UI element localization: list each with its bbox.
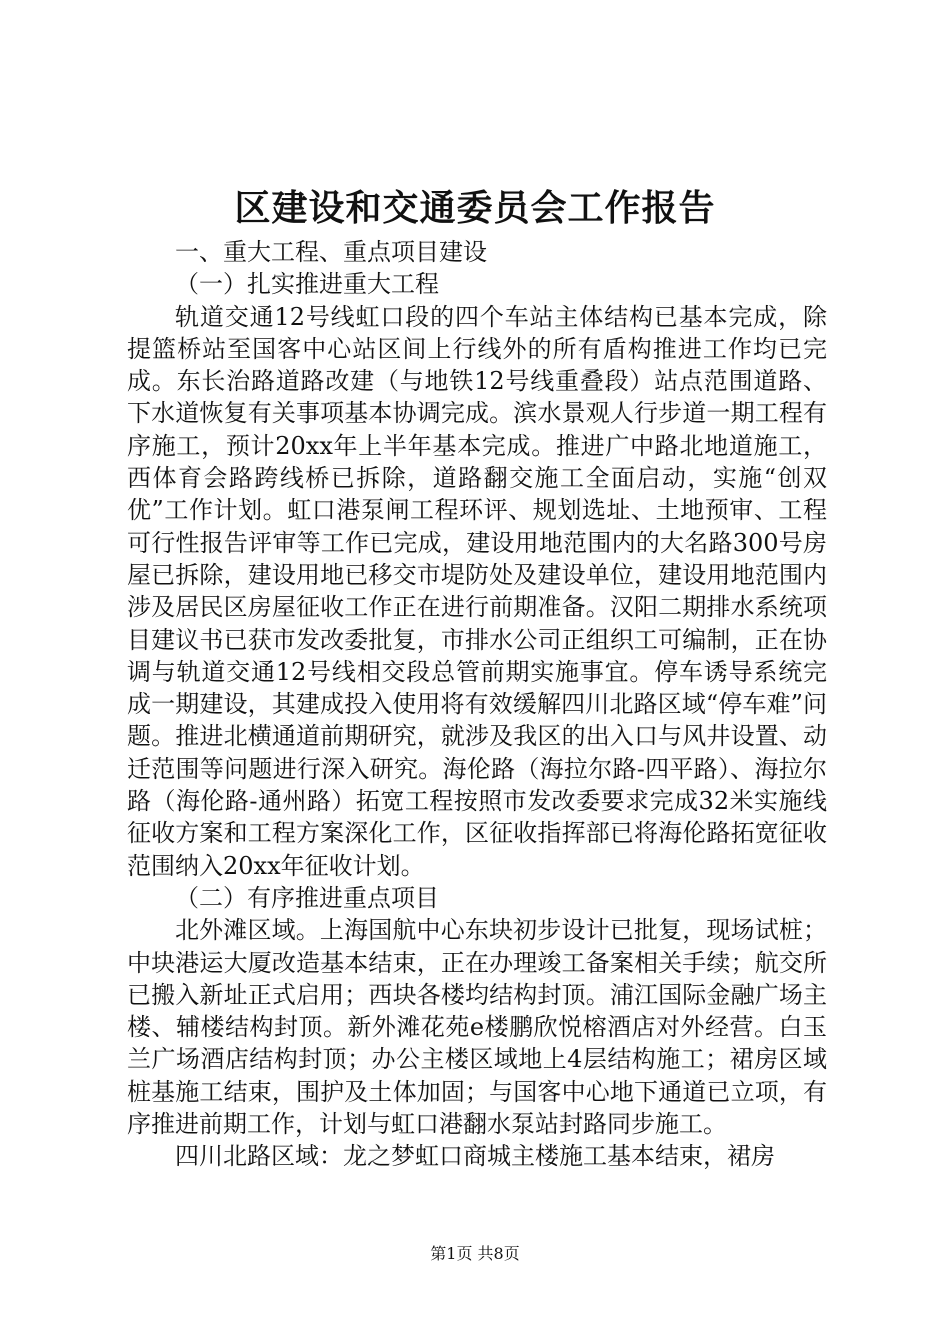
subsection-heading: （二）有序推进重点项目 [175, 883, 439, 912]
document-title: 区建设和交通委员会工作报告 [234, 187, 716, 229]
body-paragraph: 四川北路区域：龙之梦虹口商城主楼施工基本结束，裙房 [175, 1142, 775, 1171]
body-paragraph: 北外滩区域。上海国航中心东块初步设计已批复，现场试桩；中块港运大厦改造基本结束，正在办理竣工备案相关手续；航交所已搬入新址正式启用；西块各楼均结构封顶。浦江国际金融广场主楼、辅楼结构封顶。新外滩花苑e楼鹏欣悦榕酒店对外经营。白玉兰广场酒店结构封顶；办公主楼区域地上4层结构施工；裙房区域桩基施工结束，围护及土体加固；与国客中心地下通道已立项，有序推进前期工作，计划与虹口港翻水泵站封路同步施工。 [127, 916, 827, 1139]
section-heading: 一、重大工程、重点项目建设 [175, 238, 487, 266]
document-body [127, 236, 827, 1173]
subsection-heading: （一）扎实推进重大工程 [175, 270, 439, 299]
body-paragraph: 轨道交通12号线虹口段的四个车站主体结构已基本完成，除提篮桥站至国客中心站区间上行线外的所有盾构推进工作均已完成。东长治路道路改建（与地铁12号线重叠段）站点范围道路、下水道恢复有关事项基本协调完成。滨水景观人行步道一期工程有序施工，预计20xx年上半年基本完成。推进广中路北地道施工，西体育会路跨线桥已拆除，道路翻交施工全面启动，实施“创双优”工作计划。虹口港泵闸工程环评、规划选址、土地预审、工程可行性报告评审等工作已完成，建设用地范围内的大名路300号房屋已拆除，建设用地已移交市堤防处及建设单位，建设用地范围内涉及居民区房屋征收工作正在进行前期准备。汉阳二期排水系统项目建议书已获市发改委批复，市排水公司正组织工可编制，正在协调与轨道交通12号线相交段总管前期实施事宜。停车诱导系统完成一期建设，其建成投入使用将有效缓解四川北路区域“停车难”问题。推进北横通道前期研究，就涉及我区的出入口与风井设置、动迁范围等问题进行深入研究。海伦路（海拉尔路-四平路）、海拉尔路（海伦路-通州路）拓宽工程按照市发改委要求完成32米实施线征收方案和工程方案深化工作，区征收指挥部已将海伦路拓宽征收范围纳入20xx年征收计划。 [127, 302, 827, 880]
page-footer: 第1页 共8页 [430, 1244, 520, 1263]
